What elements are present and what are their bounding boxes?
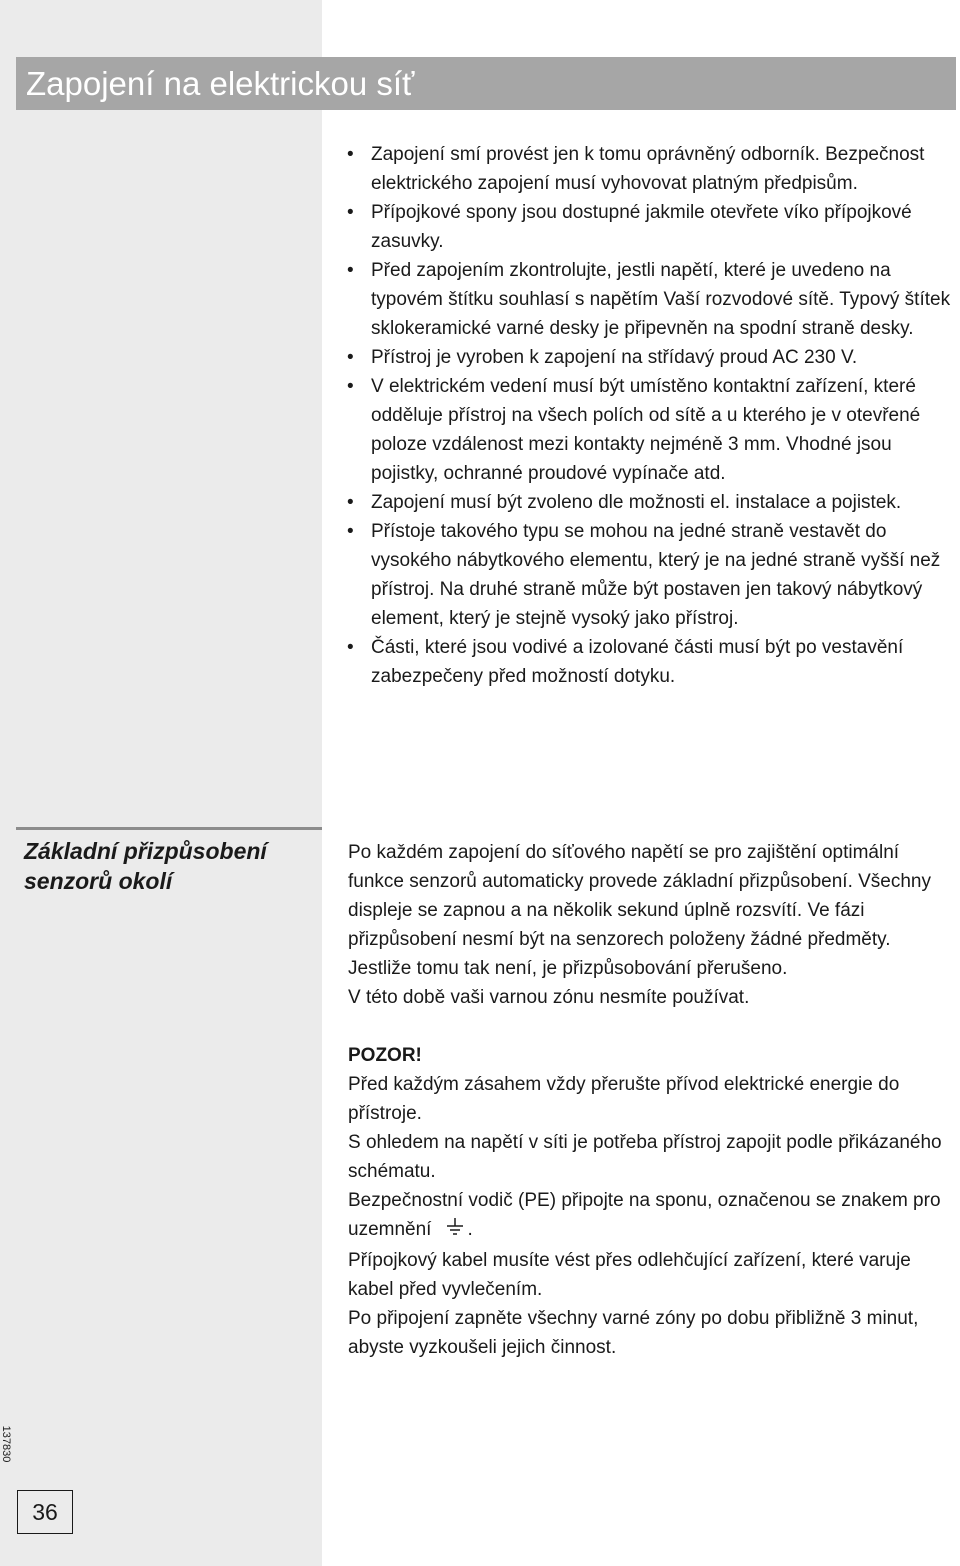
- bullet-marker: •: [347, 637, 354, 658]
- list-item: [347, 633, 952, 691]
- warning-title: POZOR!: [348, 1045, 422, 1066]
- section-body: [348, 838, 948, 1362]
- bullet-marker: •: [347, 492, 354, 513]
- requirements-list: [347, 140, 952, 691]
- bullet-marker: •: [347, 347, 354, 368]
- list-item-text: V elektrickém vedení musí být umístěno kontaktní zařízení, které odděluje přístroj na všech polích od sítě a u kterého je v otevřené poloze vzdálenost mezi kontakty nejméně 3 mm. Vhodné jsou pojistky, ochranné proudové vypínače atd.: [371, 376, 921, 484]
- list-item: [347, 140, 952, 198]
- section-heading-line: senzorů okolí: [24, 868, 173, 894]
- list-item-text: Přístoje takového typu se mohou na jedné straně vestavět do vysokého nábytkového elementu, který je na jedné straně vyšší než přístroj. Na druhé straně může být postaven jen takový nábytkový element, který je stejně vysoký jako přístroj.: [371, 521, 941, 629]
- list-item-text: Zapojení smí provést jen k tomu oprávněný odborník. Bezpečnost elektrického zapojení musí vyhovovat platným předpisům.: [371, 144, 925, 194]
- list-item: [347, 488, 952, 517]
- section-divider: [16, 827, 322, 830]
- warning-text: Po připojení zapněte všechny varné zóny po dobu přibližně 3 minut, abyste vyzkoušeli jejich činnost.: [348, 1308, 919, 1358]
- page-title: Zapojení na elektrickou síť: [26, 65, 415, 102]
- bullet-marker: •: [347, 202, 354, 223]
- list-item: [347, 256, 952, 343]
- warning-text-part: Bezpečnostní vodič (PE) připojte na sponu, označenou se znakem pro uzemnění: [348, 1190, 941, 1240]
- page-number: 36: [17, 1490, 73, 1534]
- document-code: 137830: [0, 1425, 12, 1463]
- left-margin-column: [0, 0, 322, 1566]
- warning-text: Před každým zásahem vždy přerušte přívod elektrické energie do přístroje.: [348, 1074, 900, 1124]
- list-item: [347, 198, 952, 256]
- list-item: [347, 517, 952, 633]
- list-item: [347, 343, 952, 372]
- warning-text: [348, 1186, 948, 1246]
- bullet-marker: •: [347, 260, 354, 281]
- bullet-marker: •: [347, 521, 354, 542]
- list-item-text: Přípojkové spony jsou dostupné jakmile otevřete víko přípojkové zasuvky.: [371, 202, 912, 252]
- warning-text-part: .: [467, 1219, 473, 1240]
- title-bar: [16, 57, 956, 110]
- sensor-note: V této době vaši varnou zónu nesmíte používat.: [348, 987, 750, 1008]
- list-item-text: Přístroj je vyroben k zapojení na střídavý proud AC 230 V.: [371, 347, 858, 368]
- section-heading: [24, 836, 314, 896]
- list-item-text: Části, které jsou vodivé a izolované části musí být po vestavění zabezpečeny před možností dotyku.: [371, 637, 904, 687]
- list-item: [347, 372, 952, 488]
- ground-symbol-icon: [445, 1217, 465, 1246]
- list-item-text: Před zapojením zkontrolujte, jestli napětí, které je uvedeno na typovém štítku souhlasí s napětím Vaší rozvodové sítě. Typový štítek sklokeramické varné desky je připevněn na spodní straně desky.: [371, 260, 951, 339]
- bullet-marker: •: [347, 376, 354, 397]
- bullet-marker: •: [347, 144, 354, 165]
- warning-text: S ohledem na napětí v síti je potřeba přístroj zapojit podle přikázaného schématu.: [348, 1132, 942, 1182]
- sensor-paragraph: Po každém zapojení do síťového napětí se pro zajištění optimální funkce senzorů automaticky provede základní přizpůsobení. Všechny displeje se zapnou a na několik sekund úplně rozsvítí. Ve fázi přizpůsobení nesmí být na senzorech položeny žádné předměty. Jestliže tomu tak není, je přizpůsobování přerušeno.: [348, 842, 931, 979]
- list-item-text: Zapojení musí být zvoleno dle možnosti el. instalace a pojistek.: [371, 492, 902, 513]
- section-heading-line: Základní přizpůsobení: [24, 838, 267, 864]
- warning-text: Přípojkový kabel musíte vést přes odlehčující zařízení, které varuje kabel před vyvlečením.: [348, 1250, 911, 1300]
